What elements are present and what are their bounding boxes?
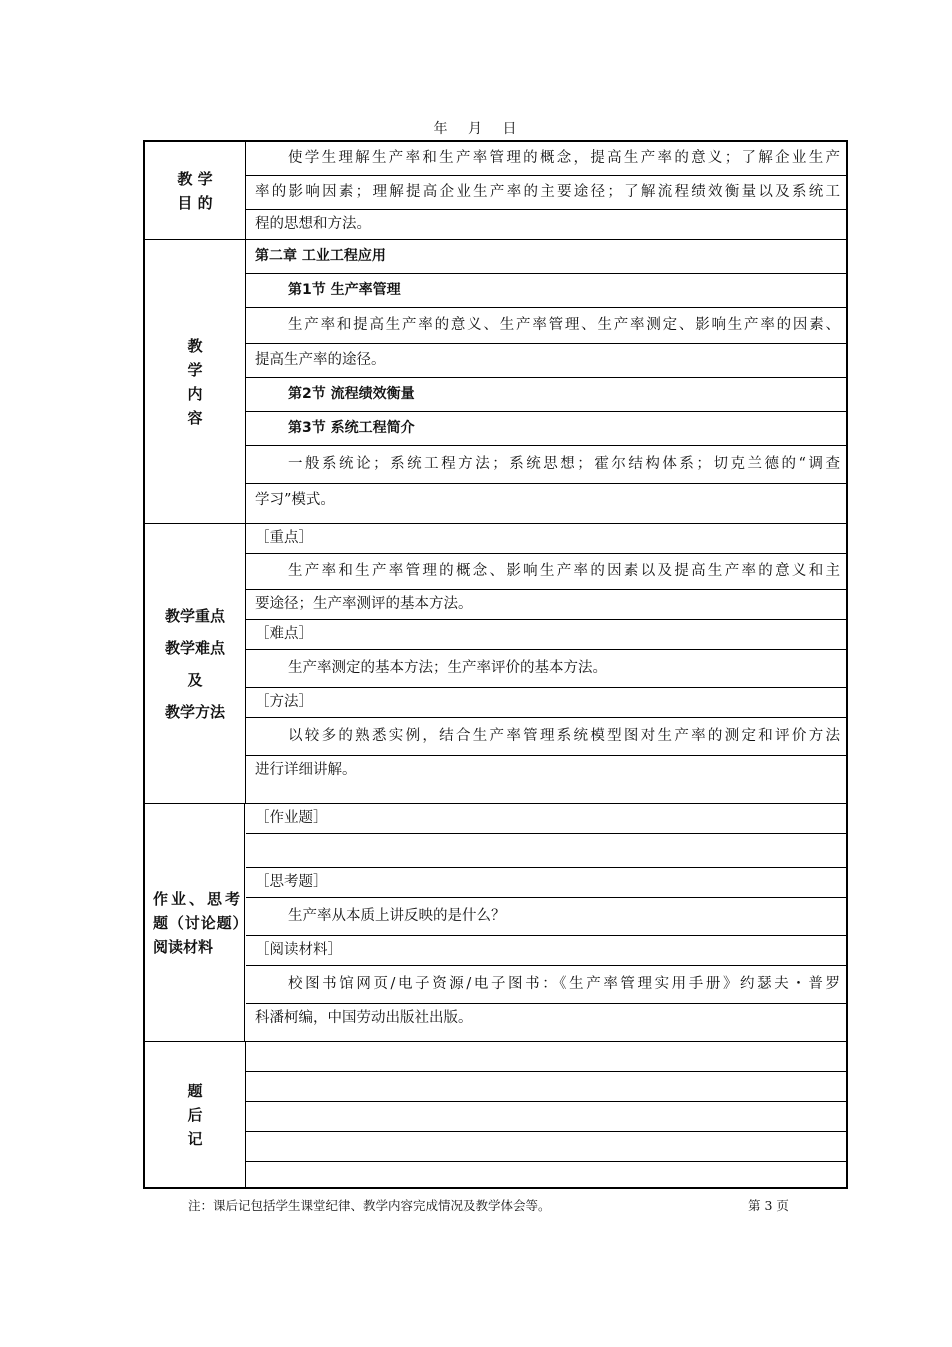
reading-line-1: 校图书馆网页/电子资源/电子图书：《生产率管理实用手册》约瑟夫・普罗 — [246, 966, 846, 1004]
section1-title: 第1节 生产率管理 — [246, 274, 846, 308]
homework-content — [246, 834, 846, 868]
postscript-line — [246, 1042, 846, 1072]
section1-line-2: 提高生产率的途径。 — [246, 344, 846, 378]
lesson-plan-table — [143, 140, 848, 1189]
postscript-label: 题 后 记 — [145, 1042, 246, 1187]
key-points-label: 教学重点 教学难点 及 教学方法 — [145, 524, 246, 803]
section3-title: 第3节 系统工程简介 — [246, 412, 846, 446]
objectives-line-1: 使学生理解生产率和生产率管理的概念，提高生产率的意义；了解企业生产 — [246, 142, 846, 176]
reading-line-2: 科潘柯编，中国劳动出版社出版。 — [255, 1010, 473, 1026]
objectives-section — [145, 142, 846, 240]
date-day: 日 — [502, 121, 519, 137]
method-line-2: 进行详细讲解。 — [255, 762, 357, 778]
objectives-line-3: 程的思想和方法。 — [255, 216, 371, 232]
homework-heading: ［作业题］ — [246, 804, 846, 834]
key-heading: ［重点］ — [246, 524, 846, 554]
date-month: 月 — [468, 121, 484, 137]
section2-title: 第2节 流程绩效衡量 — [246, 378, 846, 412]
postscript-line — [246, 1132, 846, 1162]
difficult-line-1: 生产率测定的基本方法；生产率评价的基本方法。 — [246, 650, 846, 688]
reading-heading: ［阅读材料］ — [246, 936, 846, 966]
postscript-line — [246, 1102, 846, 1132]
chapter-title: 第二章 工业工程应用 — [246, 240, 846, 274]
method-heading: ［方法］ — [246, 688, 846, 718]
thinking-line-1: 生产率从本质上讲反映的是什么？ — [246, 898, 846, 936]
date-line — [0, 118, 952, 138]
difficult-heading: ［难点］ — [246, 620, 846, 650]
postscript-section — [145, 1042, 846, 1187]
objectives-label: 教 学 目 的 — [145, 142, 246, 239]
key-points-section — [145, 524, 846, 804]
postscript-line — [246, 1072, 846, 1102]
page-number: 第 3 页 — [748, 1198, 789, 1213]
objectives-line-2: 率的影响因素；理解提高企业生产率的主要途径；了解流程绩效衡量以及系统工 — [246, 176, 846, 210]
homework-section — [145, 804, 846, 1042]
content-label: 教 学 内 容 — [145, 240, 246, 523]
homework-label: 作业、思考题（讨论题）阅读材料 — [145, 804, 245, 1041]
method-line-1: 以较多的熟悉实例，结合生产率管理系统模型图对生产率的测定和评价方法 — [246, 718, 846, 756]
section1-line-1: 生产率和提高生产率的意义、生产率管理、生产率测定、影响生产率的因素、 — [246, 308, 846, 344]
thinking-heading: ［思考题］ — [246, 868, 846, 898]
section3-line-1: 一般系统论；系统工程方法；系统思想；霍尔结构体系；切克兰德的“调查 — [246, 446, 846, 484]
footer-note: 注：课后记包括学生课堂纪律、教学内容完成情况及教学体会等。 — [188, 1198, 551, 1213]
key-line-1: 生产率和生产率管理的概念、影响生产率的因素以及提高生产率的意义和主 — [246, 554, 846, 590]
date-year: 年 — [433, 121, 450, 137]
section3-line-2: 学习”模式。 — [255, 492, 335, 508]
postscript-line — [246, 1162, 846, 1192]
content-section — [145, 240, 846, 524]
key-line-2: 要途径；生产率测评的基本方法。 — [246, 590, 846, 620]
